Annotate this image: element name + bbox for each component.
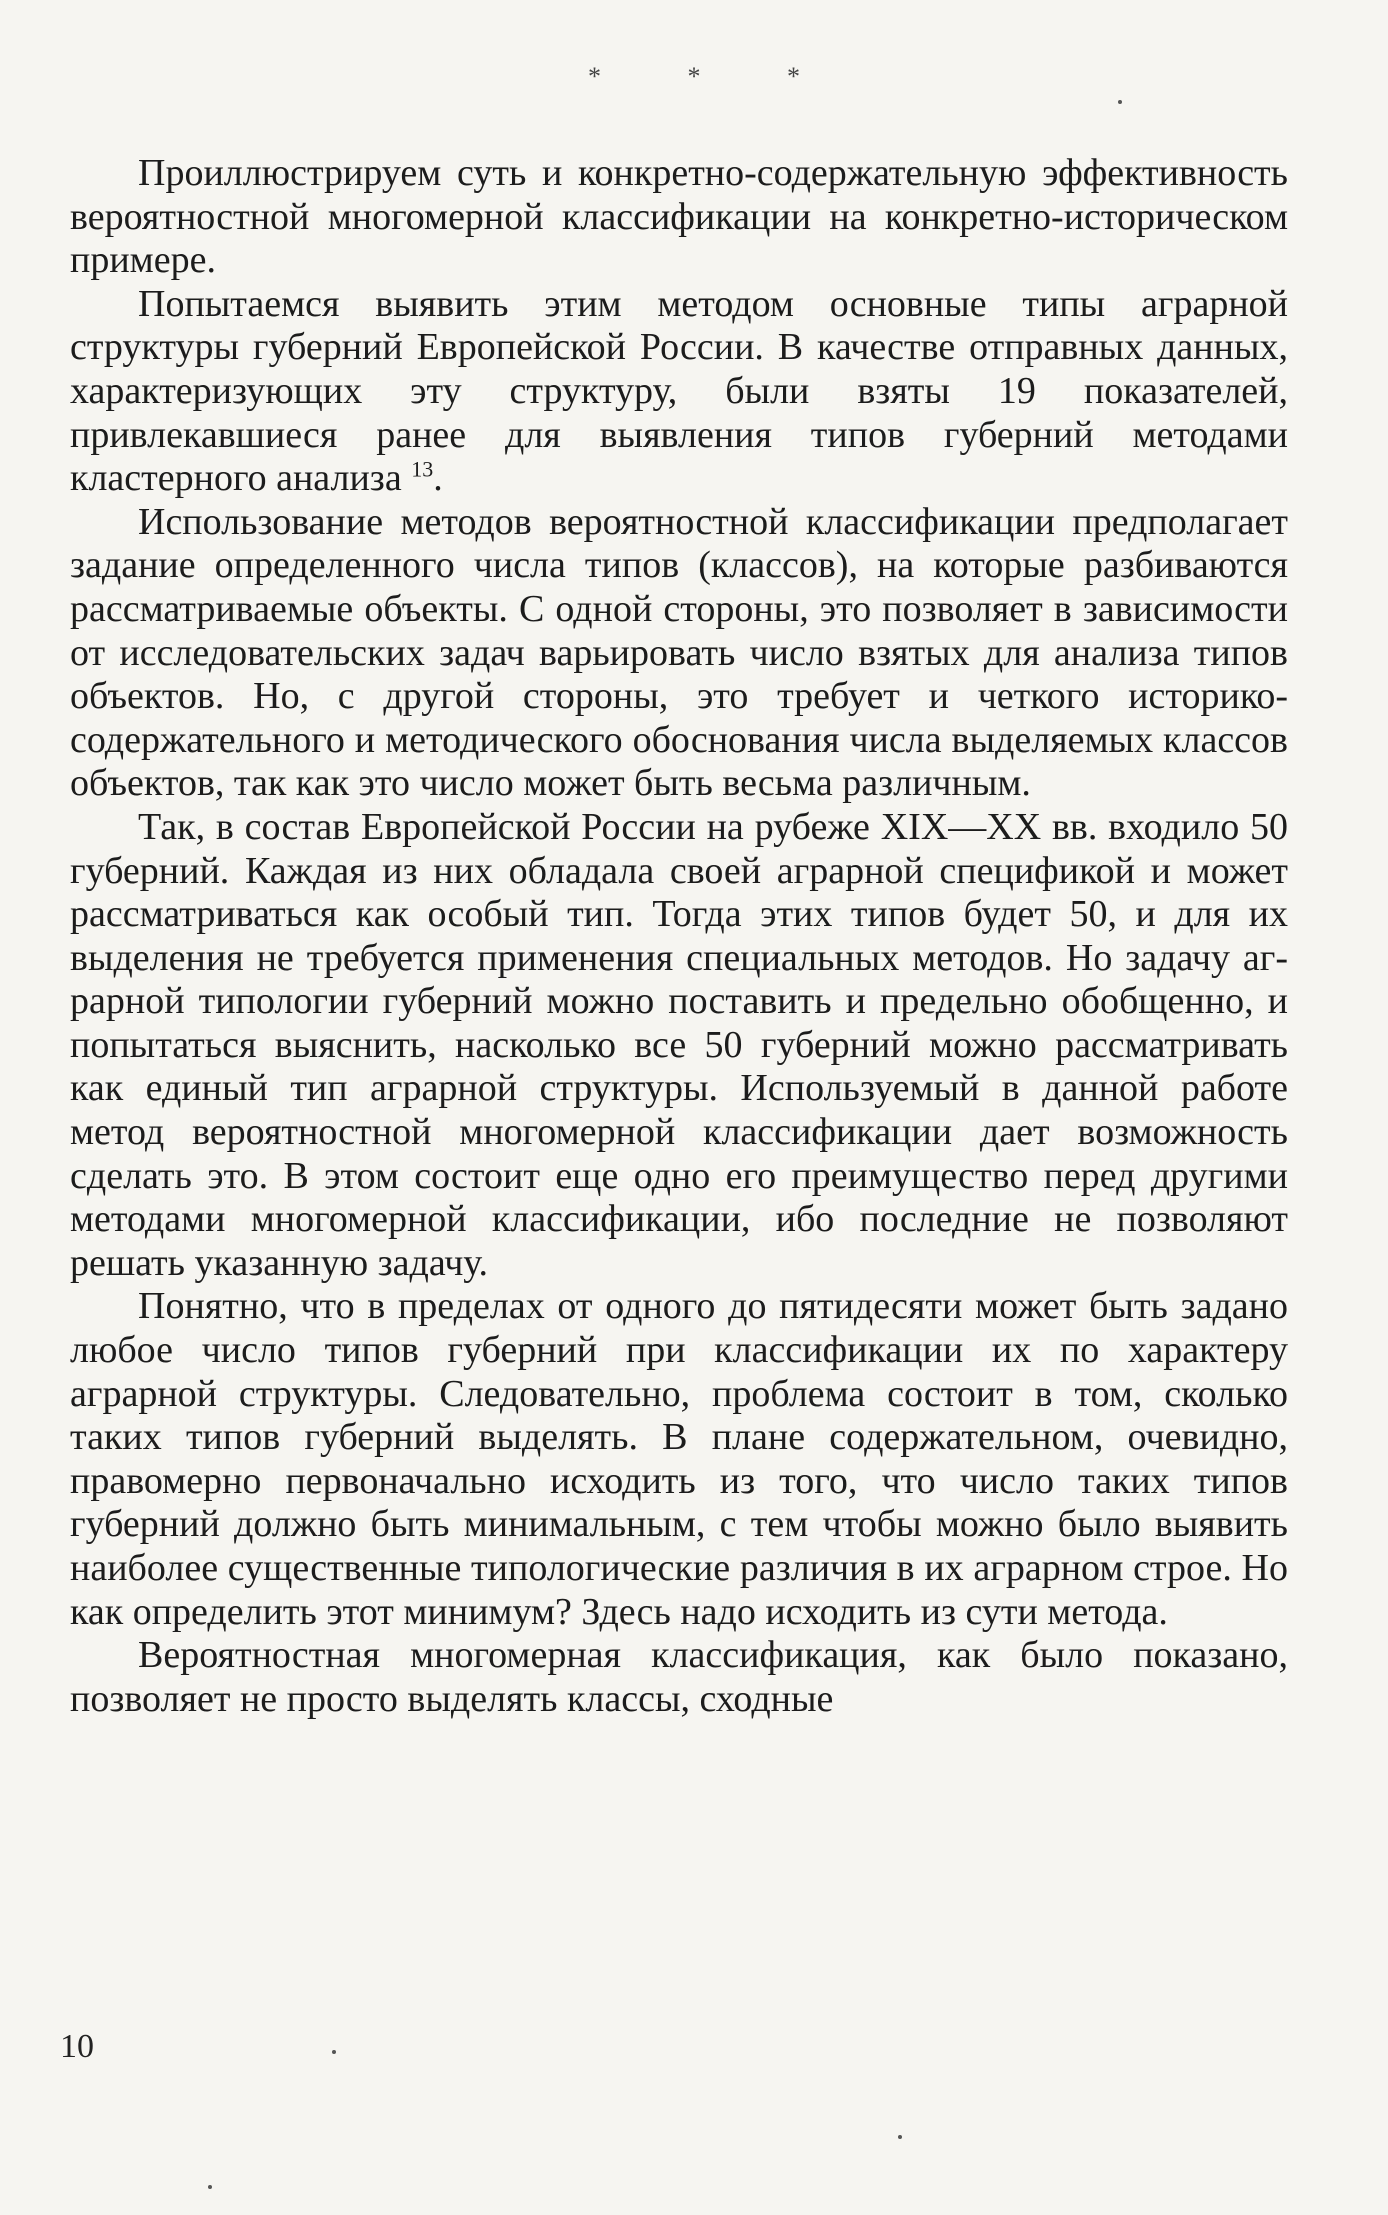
- paragraph-text: Вероятностная многомерная классификация, как было показано, позволяет не просто выделять классы, сходные: [70, 1634, 1288, 1720]
- paragraph-6: [70, 1634, 1288, 1721]
- paragraph-text: Попытаемся выявить этим методом основные типы аграрной структуры губерний Европейской России. В качестве отправных данных, характеризующих эту структуру, были взяты 19 показателей, привлекавшиеся ранее для выявления типов губерний методами кластерного анализа: [70, 282, 1288, 500]
- paragraph-text: Понятно, что в пределах от одного до пятидесяти может быть задано любое число типов губерний при классификации их по характеру аграрной структуры. Следовательно, проблема состоит в том, сколько таких типов губерний выделять. В плане содержательном, очевидно, правомерно первоначально исходить из того, что число таких типов губерний должно быть минимальным, с тем чтобы можно было выявить наиболее существенные типологические различия в их аграрном строе. Но как определить этот минимум? Здесь надо исходить из сути метода.: [70, 1285, 1288, 1633]
- paragraph-3: [70, 501, 1288, 806]
- paragraph-text: Проиллюстрируем суть и конкретно-содержательную эффективность вероятностной многомерной классификации на конкретно-историческом примере.: [70, 152, 1288, 282]
- paragraph-text: Так, в состав Европейской России на рубеже XIX—XX вв. входило 50 губерний. Каждая из них обладала своей аграрной спецификой и может рассматриваться как особый тип. Тогда этих типов будет 50, и для их выделения не требуется применения специальных методов. Но задачу аграрной типологии губерний можно поставить и предельно обобщенно, и попытаться выяснить, насколько все 50 губерний можно рассматривать как единый тип аграрной структуры. Используемый в данной работе метод вероятностной многомерной классификации дает возможность сделать это. В этом состоит еще одно его преимущество перед другими методами многомерной классификации, ибо последние не позволяют решать указанную задачу.: [70, 805, 1288, 1284]
- paragraph-4: [70, 806, 1288, 1286]
- print-speck: [208, 2185, 212, 2189]
- footnote-reference: 13: [411, 456, 434, 482]
- body-text: [70, 152, 1288, 1721]
- print-speck: [898, 2135, 902, 2139]
- paragraph-5: [70, 1285, 1288, 1634]
- print-speck: [1118, 100, 1122, 104]
- paragraph-text-end: .: [433, 457, 443, 500]
- section-ornament: * * *: [588, 62, 840, 91]
- paragraph-text: Использование методов вероятностной классификации предполагает задание определенного числа типов (классов), на которые разбиваются рассматриваемые объекты. С одной стороны, это позволяет в зависимости от исследовательских задач варьировать число взятых для анализа типов объектов. Но, с другой стороны, это требует и четкого историко-содержательного и методического обоснования числа выделяемых классов объектов, так как это число может быть весьма различным.: [70, 500, 1288, 805]
- page-number: 10: [60, 2028, 94, 2065]
- paragraph-2: [70, 283, 1288, 501]
- paragraph-1: [70, 152, 1288, 283]
- print-speck: [332, 2050, 336, 2054]
